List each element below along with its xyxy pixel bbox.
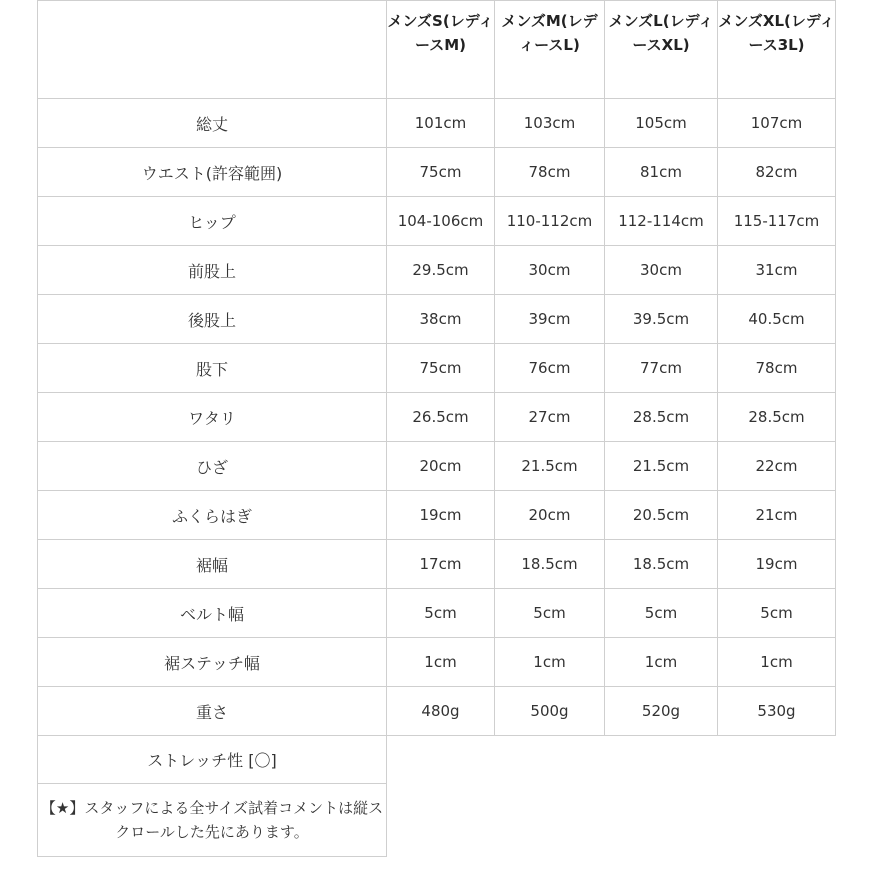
measurement-cell: 500g: [495, 687, 605, 736]
measurement-cell: 103cm: [495, 99, 605, 148]
measurement-cell: 76cm: [495, 344, 605, 393]
row-label: 後股上: [38, 295, 387, 344]
measurement-cell: 530g: [718, 687, 836, 736]
row-label: ひざ: [38, 442, 387, 491]
stretch-label: ストレッチ性 [〇]: [38, 736, 387, 784]
measurement-cell: 21cm: [718, 491, 836, 540]
table-row: [38, 295, 836, 344]
row-label: ワタリ: [38, 393, 387, 442]
measurement-cell: 30cm: [495, 246, 605, 295]
measurement-cell: 480g: [387, 687, 495, 736]
measurement-cell: 20.5cm: [605, 491, 718, 540]
measurement-cell: 1cm: [495, 638, 605, 687]
row-label: 裾幅: [38, 540, 387, 589]
measurement-cell: 5cm: [387, 589, 495, 638]
measurement-cell: 5cm: [495, 589, 605, 638]
header-size-m: [495, 1, 605, 99]
measurement-cell: 38cm: [387, 295, 495, 344]
measurement-cell: 1cm: [718, 638, 836, 687]
stretch-row: [38, 736, 836, 784]
measurement-cell: 18.5cm: [495, 540, 605, 589]
measurement-cell: 31cm: [718, 246, 836, 295]
measurement-cell: 1cm: [605, 638, 718, 687]
header-size-s: [387, 1, 495, 99]
header-size-xl-label: メンズXL(レディース3L): [718, 12, 835, 54]
measurement-cell: 39.5cm: [605, 295, 718, 344]
measurement-cell: 78cm: [718, 344, 836, 393]
header-size-l: [605, 1, 718, 99]
measurement-cell: 19cm: [718, 540, 836, 589]
measurement-cell: 105cm: [605, 99, 718, 148]
measurement-cell: 27cm: [495, 393, 605, 442]
measurement-cell: 112-114cm: [605, 197, 718, 246]
table-row: [38, 99, 836, 148]
measurement-cell: 78cm: [495, 148, 605, 197]
measurement-cell: 104-106cm: [387, 197, 495, 246]
measurement-cell: 75cm: [387, 344, 495, 393]
table-row: [38, 246, 836, 295]
row-label: ウエスト(許容範囲): [38, 148, 387, 197]
table-row: [38, 393, 836, 442]
measurement-cell: 20cm: [495, 491, 605, 540]
measurement-cell: 30cm: [605, 246, 718, 295]
measurement-cell: 82cm: [718, 148, 836, 197]
table-row: [38, 540, 836, 589]
table-row: [38, 148, 836, 197]
header-size-l-label: メンズL(レディースXL): [608, 12, 714, 54]
header-size-s-label: メンズS(レディースM): [387, 12, 494, 54]
measurement-cell: 22cm: [718, 442, 836, 491]
row-label: ベルト幅: [38, 589, 387, 638]
measurement-cell: 81cm: [605, 148, 718, 197]
measurement-cell: 29.5cm: [387, 246, 495, 295]
row-label: 重さ: [38, 687, 387, 736]
header-size-m-label: メンズM(レディースL): [501, 12, 598, 54]
empty-cell: [387, 784, 836, 857]
measurement-cell: 115-117cm: [718, 197, 836, 246]
measurement-cell: 28.5cm: [718, 393, 836, 442]
table-row: [38, 442, 836, 491]
measurement-cell: 1cm: [387, 638, 495, 687]
row-label: ふくらはぎ: [38, 491, 387, 540]
measurement-cell: 19cm: [387, 491, 495, 540]
measurement-cell: 20cm: [387, 442, 495, 491]
measurement-cell: 75cm: [387, 148, 495, 197]
row-label: 股下: [38, 344, 387, 393]
row-label: 前股上: [38, 246, 387, 295]
measurement-cell: 17cm: [387, 540, 495, 589]
measurement-cell: 107cm: [718, 99, 836, 148]
measurement-cell: 110-112cm: [495, 197, 605, 246]
size-chart-body: [38, 1, 836, 857]
measurement-cell: 5cm: [718, 589, 836, 638]
table-row: [38, 491, 836, 540]
measurement-cell: 520g: [605, 687, 718, 736]
size-chart-table: [37, 0, 836, 857]
note-row: [38, 784, 836, 857]
measurement-cell: 21.5cm: [605, 442, 718, 491]
staff-comment-note: 【★】スタッフによる全サイズ試着コメントは縦スクロールした先にあります。: [38, 784, 387, 857]
table-row: [38, 344, 836, 393]
measurement-cell: 39cm: [495, 295, 605, 344]
header-row: [38, 1, 836, 99]
row-label: 裾ステッチ幅: [38, 638, 387, 687]
measurement-cell: 18.5cm: [605, 540, 718, 589]
measurement-cell: 77cm: [605, 344, 718, 393]
row-label: 総丈: [38, 99, 387, 148]
table-row: [38, 687, 836, 736]
empty-cell: [387, 736, 836, 784]
measurement-cell: 5cm: [605, 589, 718, 638]
header-size-xl: [718, 1, 836, 99]
measurement-cell: 101cm: [387, 99, 495, 148]
measurement-cell: 26.5cm: [387, 393, 495, 442]
measurement-cell: 21.5cm: [495, 442, 605, 491]
row-label: ヒップ: [38, 197, 387, 246]
measurement-cell: 28.5cm: [605, 393, 718, 442]
table-row: [38, 589, 836, 638]
table-row: [38, 638, 836, 687]
corner-cell: [38, 1, 387, 99]
table-row: [38, 197, 836, 246]
measurement-cell: 40.5cm: [718, 295, 836, 344]
